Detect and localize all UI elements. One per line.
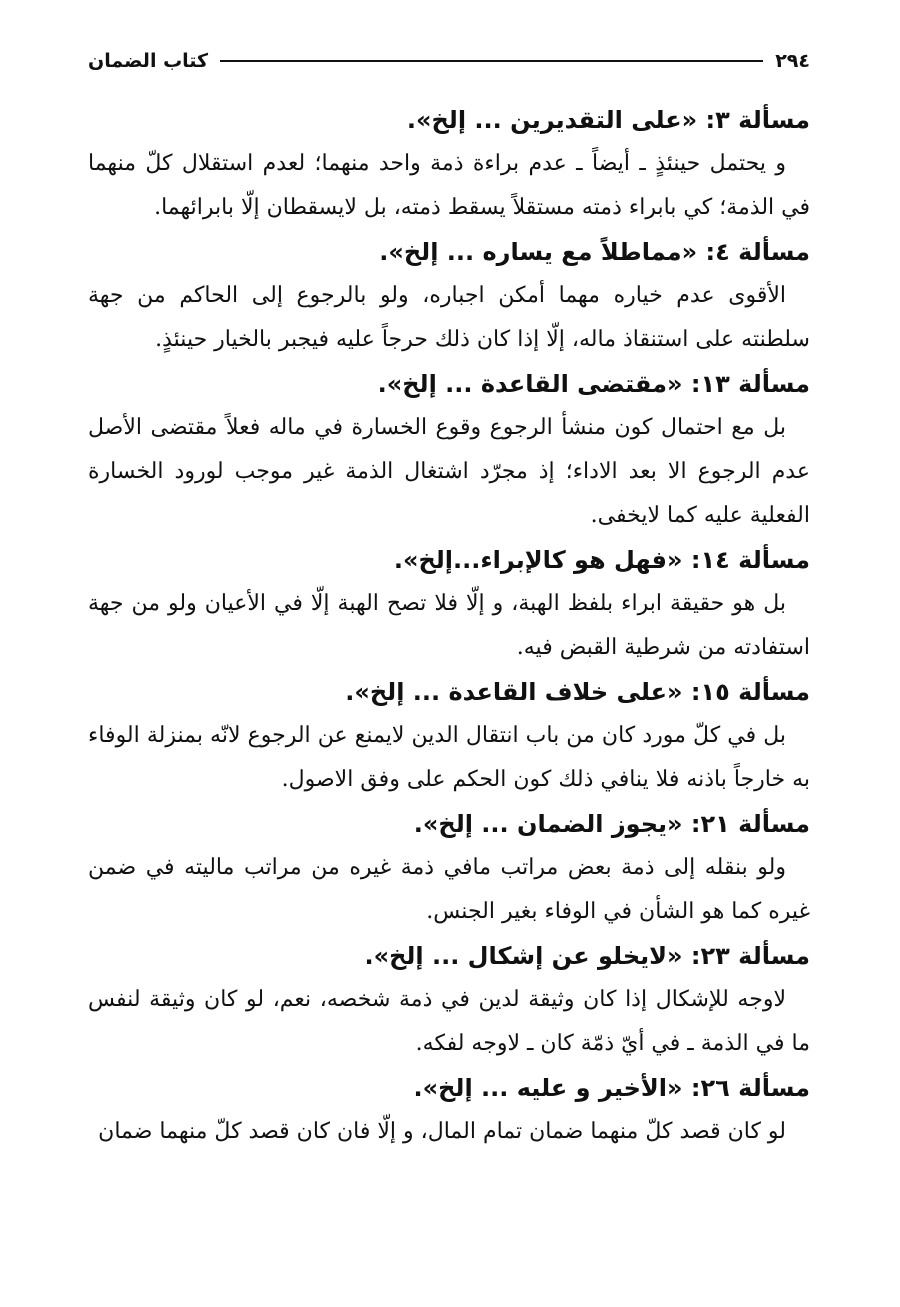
entry-masala-3 [88,98,810,230]
running-header [88,44,810,78]
entry-heading: مسألة ٣: «على التقديرين ... إلخ». [406,106,810,134]
entry-body: ولو بنقله إلى ذمة بعض مراتب مافي ذمة غيره من مراتب ماليته في ضمن غيره كما هو الشأن في الوفاء بغير الجنس. [88,855,810,924]
entry-heading: مسألة ١٣: «مقتضى القاعدة ... إلخ». [377,370,810,398]
entry-body: لو كان قصد كلّ منهما ضمان تمام المال، و إلّا فان كان قصد كلّ منهما ضمان [98,1119,786,1144]
entry-masala-21 [88,802,810,934]
entry-body: الأقوى عدم خياره مهما أمكن اجباره، ولو بالرجوع إلى الحاكم من جهة سلطنته على استنقاذ ماله، إلّا إذا كان ذلك حرجاً عليه فيجبر بالخيار حينئذٍ. [88,283,810,352]
entry-masala-4 [88,230,810,362]
entry-body: بل في كلّ مورد كان من باب انتقال الدين لايمنع عن الرجوع لانّه بمنزلة الوفاء به خارجاً باذنه فلا ينافي ذلك كون الحكم على وفق الاصول. [88,723,810,792]
entry-masala-14 [88,538,810,670]
entry-masala-23 [88,934,810,1066]
entry-heading: مسألة ١٥: «على خلاف القاعدة ... إلخ». [345,678,810,706]
entry-body: لاوجه للإشكال إذا كان وثيقة لدين في ذمة شخصه، نعم، لو كان وثيقة لنفس ما في الذمة ـ في أيّ ذمّة كان ـ لاوجه لفكه. [88,987,810,1056]
entry-body: بل مع احتمال كون منشأ الرجوع وقوع الخسارة في ماله فعلاً مقتضى الأصل عدم الرجوع الا بعد الاداء؛ إذ مجرّد اشتغال الذمة غير موجب لورود الخسارة الفعلية عليه كما لايخفى. [88,415,810,528]
entry-body: بل هو حقيقة ابراء بلفظ الهبة، و إلّا فلا تصح الهبة إلّا في الأعيان ولو من جهة استفادته من شرطية القبض فيه. [88,591,810,660]
book-title: كتاب الضمان [88,50,209,72]
entry-heading: مسألة ٢٦: «الأخير و عليه ... إلخ». [413,1074,810,1102]
header-rule [220,60,763,62]
entry-heading: مسألة ٢١: «يجوز الضمان ... إلخ». [413,810,810,838]
entry-masala-26 [88,1066,810,1154]
entry-body: و يحتمل حينئذٍ ـ أيضاً ـ عدم براءة ذمة واحد منهما؛ لعدم استقلال كلّ منهما في الذمة؛ كي بابراء ذمته مستقلاً يسقط ذمته، بل لايسقطان إلّا بابرائهما. [88,151,810,220]
page-number: ٢٩٤ [775,50,810,72]
entry-masala-15 [88,670,810,802]
entry-masala-13 [88,362,810,538]
entry-heading: مسألة ٤: «مماطلاً مع يساره ... إلخ». [379,238,810,266]
entries-list [88,98,810,1154]
book-page [88,44,810,1154]
entry-heading: مسألة ٢٣: «لايخلو عن إشكال ... إلخ». [364,942,810,970]
entry-heading: مسألة ١٤: «فهل هو كالإبراء...إلخ». [393,546,810,574]
